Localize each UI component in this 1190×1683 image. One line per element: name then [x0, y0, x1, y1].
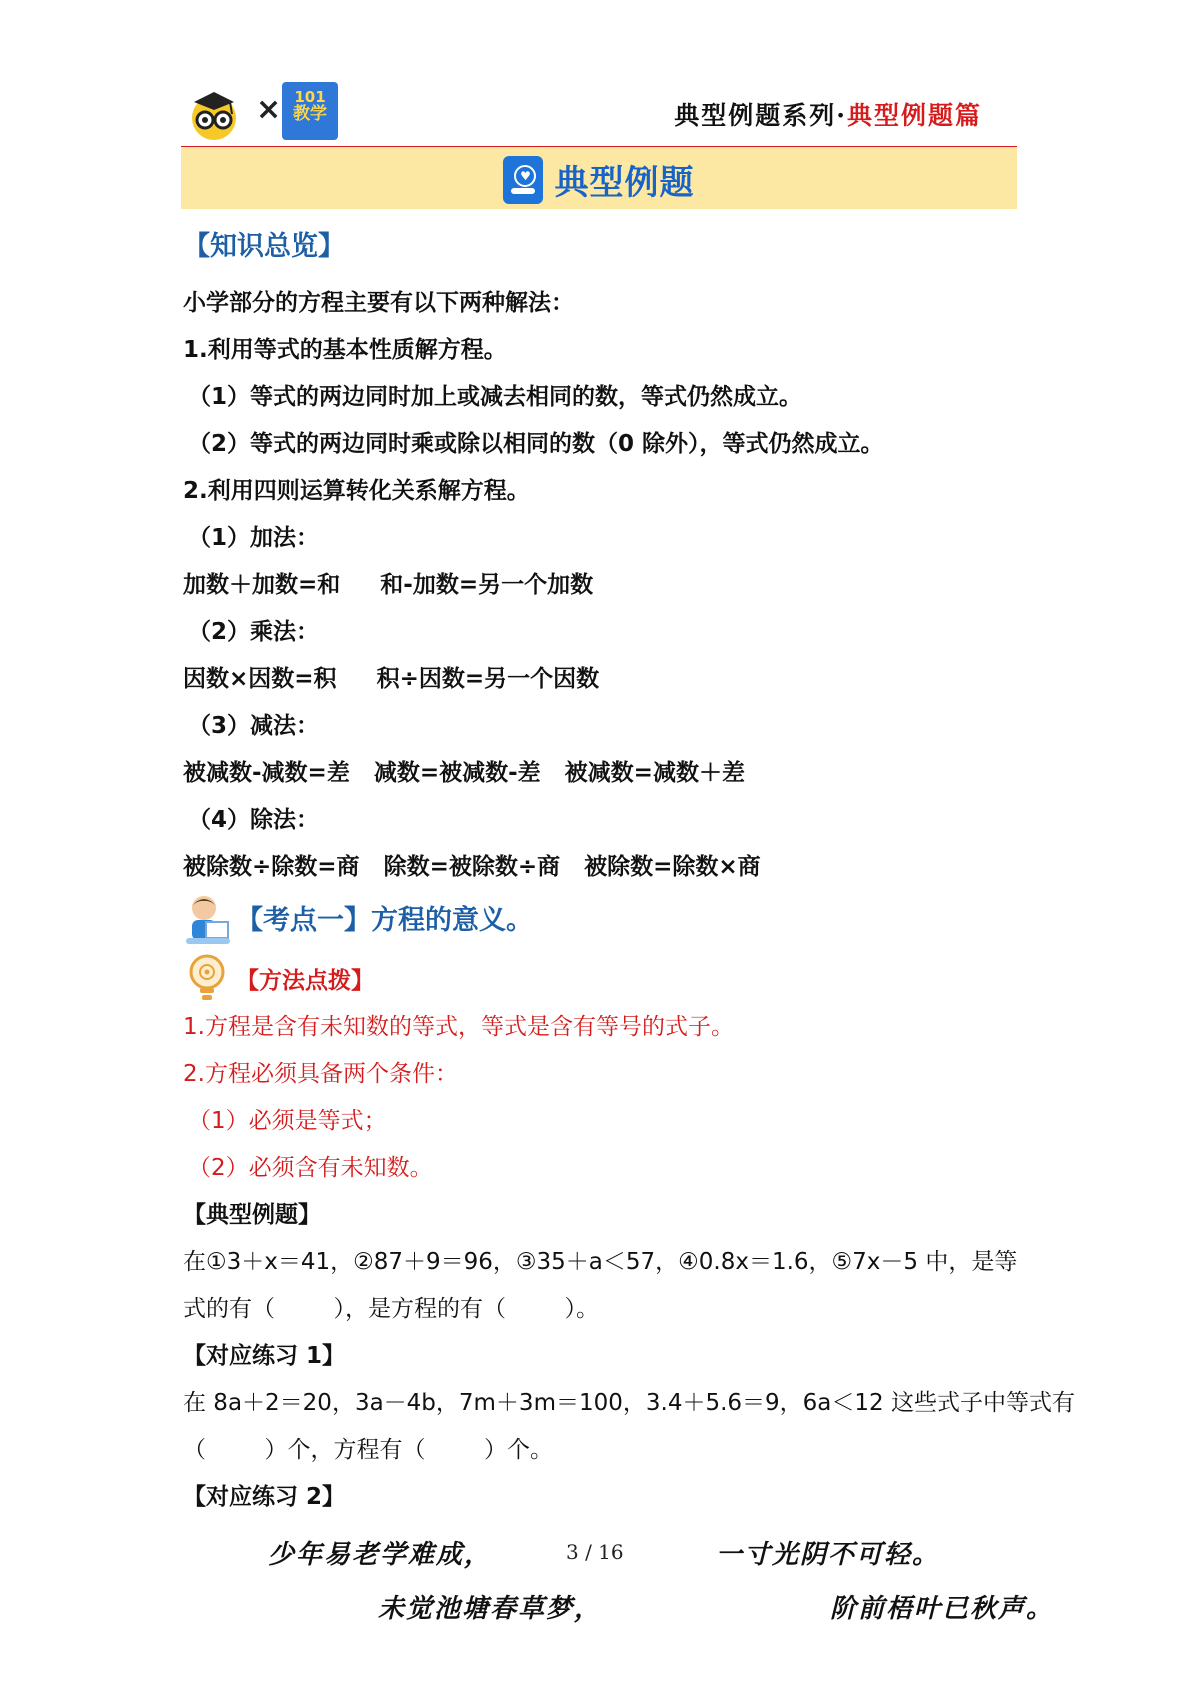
times-sign: ×: [256, 92, 282, 127]
lightbulb-icon: [187, 954, 227, 1004]
multiplication-rule: 因数×因数=积 积÷因数=另一个因数: [183, 666, 600, 692]
example-heading: 【典型例题】: [183, 1202, 321, 1228]
section-banner: [181, 147, 1017, 209]
addition-heading: （1）加法：: [188, 525, 320, 551]
student-reading-icon: [184, 892, 232, 948]
footer-poem-line-3: 未觉池塘春草梦，: [378, 1594, 603, 1624]
practice-2-heading: 【对应练习 2】: [183, 1484, 346, 1510]
method-1-rule-a: （1）等式的两边同时加上或减去相同的数，等式仍然成立。: [188, 384, 803, 410]
heart-hand-icon: ♥: [503, 156, 543, 204]
brand-logo: [282, 82, 338, 140]
example-question-line-2: 式的有（ ），是方程的有（ ）。: [183, 1296, 599, 1322]
division-rule: 被除数÷除数=商 除数=被除数÷商 被除数=除数×商: [183, 854, 761, 880]
method-2-title: 2.利用四则运算转化关系解方程。: [183, 478, 530, 504]
kaodian-1-title: 【考点一】方程的意义。: [236, 905, 533, 936]
practice-1-line-2: （ ）个，方程有（ ）个。: [183, 1437, 553, 1463]
division-heading: （4）除法：: [188, 807, 320, 833]
method-tip-2: 2.方程必须具备两个条件：: [183, 1061, 458, 1087]
footer-poem-line-4: 阶前梧叶已秋声。: [830, 1594, 1055, 1624]
footer-poem-line-1: 少年易老学难成，: [268, 1540, 493, 1570]
subtraction-rule: 被减数-减数=差 减数=被减数-差 被减数=减数＋差: [183, 760, 745, 786]
knowledge-intro: 小学部分的方程主要有以下两种解法：: [183, 290, 574, 316]
owl-mascot-icon: [186, 86, 242, 142]
header-title-series: 典型例题系列·: [674, 101, 847, 130]
banner-title: 典型例题: [554, 163, 695, 203]
method-tips-heading: 【方法点拨】: [236, 968, 374, 994]
multiplication-heading: （2）乘法：: [188, 619, 320, 645]
practice-1-line-1: 在 8a＋2＝20，3a－4b，7m＋3m＝100，3.4＋5.6＝9，6a＜12 这些式子中等式有: [183, 1390, 1075, 1416]
example-question-line-1: 在①3＋x＝41，②87＋9＝96，③35＋a＜57，④0.8x＝1.6，⑤7x－5 中，是等: [183, 1249, 1018, 1275]
footer-poem-line-2: 一寸光阴不可轻。: [716, 1540, 941, 1570]
header-logos: [186, 82, 346, 144]
brand-logo-top: 101: [294, 88, 326, 106]
header-title: [674, 96, 982, 132]
brand-logo-bottom: 教学: [293, 103, 327, 124]
knowledge-heading: 【知识总览】: [183, 231, 345, 262]
method-tip-1: 1.方程是含有未知数的等式，等式是含有等号的式子。: [183, 1014, 734, 1040]
method-1-rule-b: （2）等式的两边同时乘或除以相同的数（0 除外），等式仍然成立。: [188, 431, 884, 457]
subtraction-heading: （3）减法：: [188, 713, 320, 739]
method-1-title: 1.利用等式的基本性质解方程。: [183, 337, 507, 363]
practice-1-heading: 【对应练习 1】: [183, 1343, 346, 1369]
header-title-chapter: 典型例题篇: [846, 101, 982, 130]
page-number: 3 / 16: [566, 1540, 624, 1564]
addition-rule: 加数＋加数=和 和-加数=另一个加数: [183, 572, 594, 598]
method-tip-3: （1）必须是等式；: [188, 1108, 387, 1134]
method-tip-4: （2）必须含有未知数。: [188, 1155, 433, 1181]
